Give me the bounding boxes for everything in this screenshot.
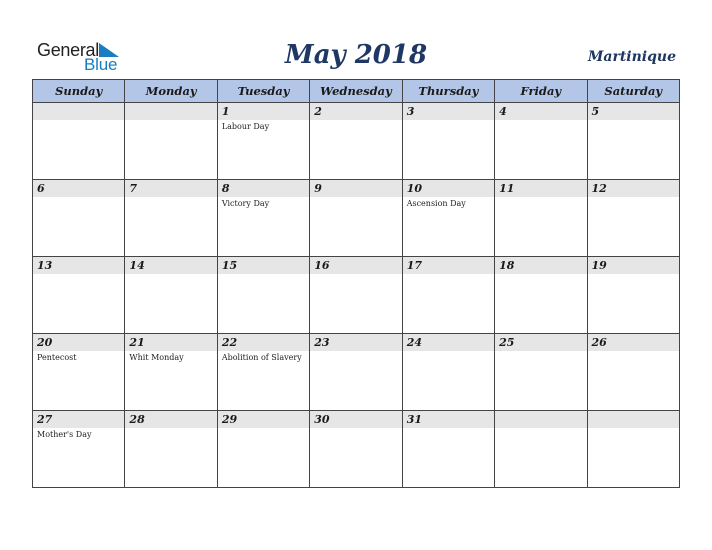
day-number: 31 — [406, 413, 422, 426]
day-cell — [587, 411, 679, 488]
calendar-body — [33, 103, 680, 488]
day-number-band — [588, 103, 679, 120]
day-number: 14 — [129, 259, 145, 272]
day-cell — [125, 411, 217, 488]
day-cell — [402, 257, 494, 334]
holiday-label: Labour Day — [221, 122, 270, 131]
day-cell — [495, 257, 587, 334]
calendar-grid — [32, 79, 680, 488]
day-number: 22 — [221, 336, 238, 349]
day-cell — [587, 334, 679, 411]
day-cell — [310, 334, 402, 411]
day-cell — [33, 180, 125, 257]
day-number: 7 — [129, 182, 138, 195]
day-cell — [33, 257, 125, 334]
weekday-header: Sunday — [33, 80, 125, 103]
day-number-band — [125, 180, 216, 197]
day-number: 17 — [406, 259, 422, 272]
weekday-header: Friday — [495, 80, 587, 103]
day-number: 26 — [591, 336, 607, 349]
weekday-header: Saturday — [587, 80, 679, 103]
day-cell — [217, 180, 309, 257]
week-row — [33, 180, 680, 257]
week-row — [33, 411, 680, 488]
weekday-header: Wednesday — [310, 80, 402, 103]
holiday-label: Victory Day — [221, 199, 270, 208]
region-name: Martinique — [587, 49, 676, 65]
day-number-band — [33, 180, 124, 197]
day-number-band — [403, 103, 494, 120]
day-number-band — [495, 103, 586, 120]
day-number: 12 — [591, 182, 607, 195]
weekday-header: Tuesday — [217, 80, 309, 103]
week-row — [33, 334, 680, 411]
day-cell — [310, 180, 402, 257]
day-cell — [125, 334, 217, 411]
day-number: 15 — [221, 259, 238, 272]
day-cell — [495, 180, 587, 257]
calendar-title: May 2018 — [284, 40, 428, 70]
day-cell — [125, 180, 217, 257]
day-number: 1 — [221, 105, 230, 118]
day-number-band — [495, 411, 586, 428]
day-number-band — [310, 180, 401, 197]
day-number: 9 — [314, 182, 322, 195]
week-row — [33, 103, 680, 180]
day-cell — [310, 411, 402, 488]
day-number-band — [125, 103, 216, 120]
day-number: 11 — [499, 182, 515, 195]
day-cell — [402, 103, 494, 180]
day-number: 6 — [37, 182, 45, 195]
day-cell — [402, 180, 494, 257]
day-cell — [587, 257, 679, 334]
day-number: 27 — [37, 413, 53, 426]
day-cell — [33, 103, 125, 180]
day-number: 24 — [406, 336, 422, 349]
weekday-header: Thursday — [402, 80, 494, 103]
day-cell — [217, 411, 309, 488]
day-number: 4 — [499, 105, 507, 118]
day-cell — [33, 411, 125, 488]
day-number: 5 — [591, 105, 600, 118]
day-number: 10 — [406, 182, 422, 195]
day-number: 29 — [221, 413, 238, 426]
day-number: 3 — [406, 105, 415, 118]
day-number: 19 — [591, 259, 607, 272]
day-cell — [33, 334, 125, 411]
day-cell — [587, 103, 679, 180]
day-cell — [310, 257, 402, 334]
day-number: 16 — [314, 259, 330, 272]
day-cell — [217, 334, 309, 411]
day-cell — [217, 257, 309, 334]
day-number: 20 — [37, 336, 53, 349]
holiday-label: Abolition of Slavery — [221, 353, 302, 362]
day-number: 28 — [129, 413, 145, 426]
day-cell — [217, 103, 309, 180]
day-cell — [587, 180, 679, 257]
week-row — [33, 257, 680, 334]
day-number: 25 — [499, 336, 515, 349]
day-cell — [310, 103, 402, 180]
day-number-band — [218, 180, 309, 197]
day-number-band — [218, 103, 309, 120]
day-number-band — [33, 103, 124, 120]
day-cell — [125, 103, 217, 180]
holiday-label: Mother's Day — [37, 430, 92, 439]
day-cell — [125, 257, 217, 334]
holiday-label: Whit Monday — [129, 353, 184, 362]
weekday-header-row — [33, 80, 680, 103]
day-number: 21 — [129, 336, 145, 349]
day-number: 8 — [221, 182, 230, 195]
day-number: 13 — [37, 259, 53, 272]
day-number: 23 — [314, 336, 330, 349]
day-cell — [402, 334, 494, 411]
day-cell — [402, 411, 494, 488]
day-number-band — [310, 103, 401, 120]
holiday-label: Pentecost — [37, 353, 77, 362]
day-number-band — [588, 411, 679, 428]
day-number: 18 — [499, 259, 515, 272]
day-number: 2 — [314, 105, 322, 118]
logo-text-blue: Blue — [84, 55, 118, 74]
day-cell — [495, 334, 587, 411]
weekday-header: Monday — [125, 80, 217, 103]
holiday-label: Ascension Day — [406, 199, 466, 208]
logo-text-general: General — [37, 40, 99, 60]
day-number: 30 — [314, 413, 330, 426]
day-cell — [495, 411, 587, 488]
day-cell — [495, 103, 587, 180]
